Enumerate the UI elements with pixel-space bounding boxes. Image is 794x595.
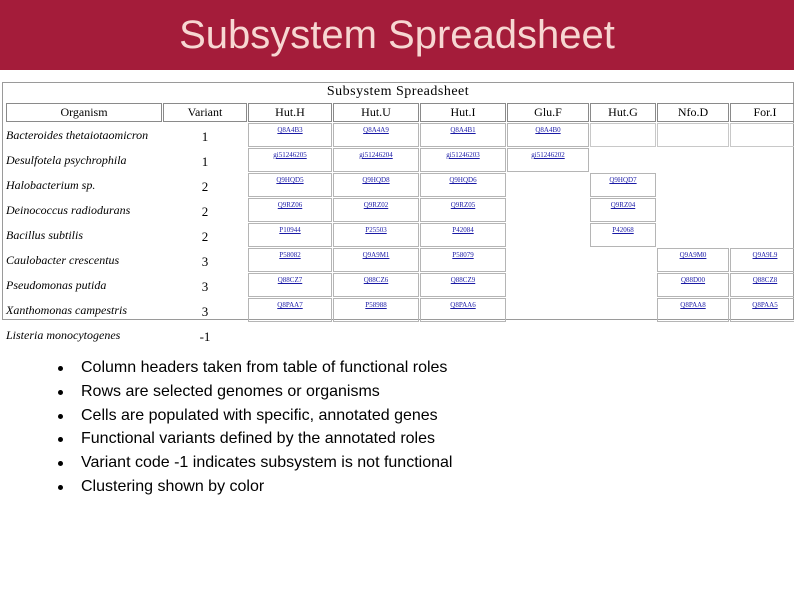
organism-name: Bacillus subtilis [6, 227, 84, 242]
variant-code: 3 [201, 304, 209, 319]
gene-link[interactable]: Q9RZ04 [590, 198, 656, 222]
table-row [6, 248, 794, 272]
organism-name: Deinococcus radiodurans [6, 202, 131, 217]
note-text: Clustering shown by color [81, 477, 265, 495]
empty-cell [590, 273, 656, 297]
gene-link[interactable]: P58079 [420, 248, 506, 272]
spreadsheet-caption: Subsystem Spreadsheet [326, 84, 470, 99]
gene-link[interactable]: Q9RZ05 [420, 198, 506, 222]
gene-link[interactable]: Q9HQD8 [333, 173, 419, 197]
empty-cell [507, 198, 589, 222]
subsystem-spreadsheet [2, 82, 794, 344]
table-row [6, 148, 794, 172]
gene-link[interactable]: gi51246205 [248, 148, 332, 172]
gene-link[interactable]: P42084 [420, 223, 506, 247]
organism-name: Bacteroides thetaiotaomicron [6, 127, 149, 142]
empty-cell [730, 173, 794, 197]
gene-link[interactable]: Q9HQD6 [420, 173, 506, 197]
note-item [58, 404, 452, 428]
gene-link[interactable]: Q8PAA7 [248, 298, 332, 322]
gene-link[interactable]: Q8A4B1 [420, 123, 506, 147]
note-text: Cells are populated with specific, annotated genes [81, 406, 438, 424]
note-item [58, 380, 452, 404]
organism-name: Listeria monocytogenes [6, 327, 121, 342]
gene-link[interactable]: gi51246202 [507, 148, 589, 172]
blank-gene-cell [730, 123, 794, 147]
gene-link[interactable]: Q8PAA8 [657, 298, 729, 322]
gene-link[interactable]: P25503 [333, 223, 419, 247]
empty-cell [507, 273, 589, 297]
table-row [6, 323, 794, 347]
variant-code: 3 [201, 279, 209, 294]
blank-gene-cell [590, 123, 656, 147]
empty-cell [507, 223, 589, 247]
note-text: Column headers taken from table of functional roles [81, 359, 448, 376]
gene-link[interactable]: P58988 [333, 298, 419, 322]
empty-cell [657, 198, 729, 222]
column-header-hut-g: Hut.G [590, 103, 656, 122]
gene-link[interactable]: Q88CZ8 [730, 273, 794, 297]
organism-name: Xanthomonas campestris [6, 302, 127, 317]
header-row [6, 103, 794, 122]
notes-list [58, 356, 452, 499]
column-header-hut-i: Hut.I [420, 103, 506, 122]
note-text: Rows are selected genomes or organisms [81, 382, 380, 400]
gene-link[interactable]: Q9A9M0 [657, 248, 729, 272]
bullet-icon [58, 485, 63, 490]
gene-link[interactable]: Q9RZ02 [333, 198, 419, 222]
bullet-icon [58, 437, 63, 442]
gene-link[interactable]: Q9RZ06 [248, 198, 332, 222]
column-header-hut-h: Hut.H [248, 103, 332, 122]
empty-cell [657, 323, 729, 347]
note-text: Functional variants defined by the annotated roles [81, 430, 436, 448]
gene-link[interactable]: P10944 [248, 223, 332, 247]
empty-cell [507, 173, 589, 197]
note-item [58, 427, 452, 451]
gene-link[interactable]: Q9A9M1 [333, 248, 419, 272]
spreadsheet-table [5, 102, 794, 348]
empty-cell [590, 298, 656, 322]
note-text: Variant code -1 indicates subsystem is not functional [81, 454, 453, 472]
gene-link[interactable]: Q8A4A9 [333, 123, 419, 147]
gene-link[interactable]: Q8A4B0 [507, 123, 589, 147]
empty-cell [657, 173, 729, 197]
variant-code: 2 [201, 179, 209, 194]
variant-code: -1 [199, 329, 211, 344]
empty-cell [730, 223, 794, 247]
organism-name: Caulobacter crescentus [6, 252, 120, 267]
gene-link[interactable]: P42068 [590, 223, 656, 247]
column-header-variant: Variant [163, 103, 247, 122]
empty-cell [730, 198, 794, 222]
gene-link[interactable]: Q88CZ7 [248, 273, 332, 297]
gene-link[interactable]: gi51246204 [333, 148, 419, 172]
column-header-organism: Organism [6, 103, 162, 122]
gene-link[interactable]: Q8A4B3 [248, 123, 332, 147]
empty-cell [507, 298, 589, 322]
column-header-nfo-d: Nfo.D [657, 103, 729, 122]
gene-link[interactable]: Q88D00 [657, 273, 729, 297]
empty-cell [590, 323, 656, 347]
table-row [6, 298, 794, 322]
page-title: Subsystem Spreadsheet [179, 13, 615, 57]
variant-code: 1 [201, 154, 209, 169]
spreadsheet-body [6, 123, 794, 347]
bullet-icon [58, 366, 63, 371]
empty-cell [657, 223, 729, 247]
column-header-for-i: For.I [730, 103, 794, 122]
note-item [58, 451, 452, 475]
gene-link[interactable]: Q88CZ9 [420, 273, 506, 297]
title-banner [0, 0, 794, 70]
table-row [6, 273, 794, 297]
organism-name: Pseudomonas putida [6, 277, 107, 292]
variant-code: 2 [201, 229, 209, 244]
organism-name: Desulfotela psychrophila [6, 152, 127, 167]
bullet-icon [58, 414, 63, 419]
variant-code: 2 [201, 204, 209, 219]
table-row [6, 123, 794, 147]
empty-cell [730, 148, 794, 172]
empty-cell [420, 323, 506, 347]
table-row [6, 173, 794, 197]
variant-code: 3 [201, 254, 209, 269]
gene-link[interactable]: P58082 [248, 248, 332, 272]
gene-link[interactable]: Q9A9L9 [730, 248, 794, 272]
column-header-hut-u: Hut.U [333, 103, 419, 122]
empty-cell [590, 148, 656, 172]
empty-cell [507, 323, 589, 347]
gene-link[interactable]: Q9HQD5 [248, 173, 332, 197]
gene-link[interactable]: Q9HQD7 [590, 173, 656, 197]
bullet-icon [58, 390, 63, 395]
empty-cell [590, 248, 656, 272]
note-item [58, 475, 452, 499]
empty-cell [248, 323, 332, 347]
gene-link[interactable]: Q88CZ6 [333, 273, 419, 297]
empty-cell [507, 248, 589, 272]
gene-link[interactable]: Q8PAA6 [420, 298, 506, 322]
table-row [6, 223, 794, 247]
gene-link[interactable]: Q8PAA5 [730, 298, 794, 322]
organism-name: Halobacterium sp. [6, 177, 96, 192]
empty-cell [333, 323, 419, 347]
gene-link[interactable]: gi51246203 [420, 148, 506, 172]
table-row [6, 198, 794, 222]
note-item [58, 356, 452, 380]
empty-cell [730, 323, 794, 347]
column-header-glu-f: Glu.F [507, 103, 589, 122]
variant-code: 1 [201, 129, 209, 144]
blank-gene-cell [657, 123, 729, 147]
empty-cell [657, 148, 729, 172]
bullet-icon [58, 461, 63, 466]
